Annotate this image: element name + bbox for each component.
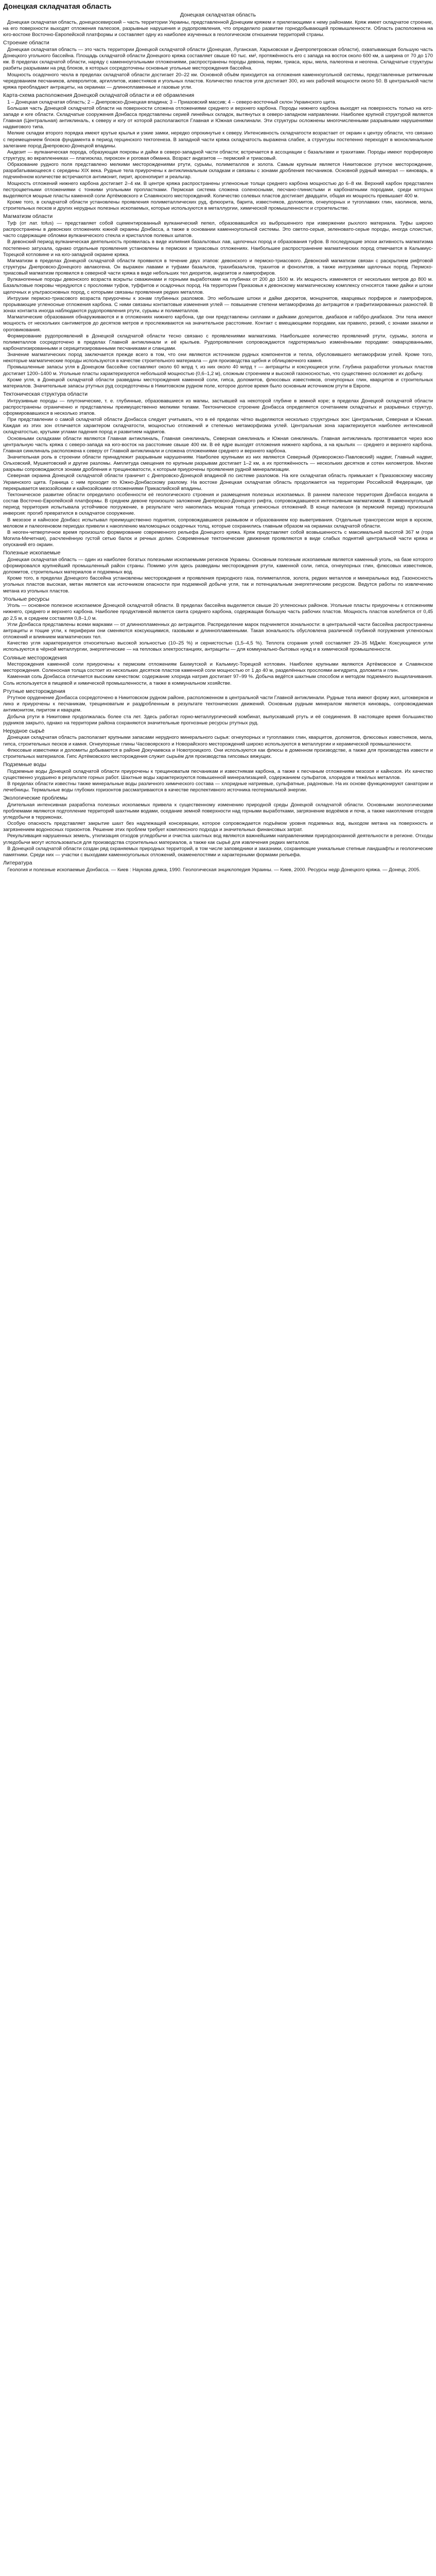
article-section	[3, 40, 433, 91]
paragraph: Длительная интенсивная разработка полезных ископаемых привела к существенному изменению природной среды Донецкой складчатой области. Основными экологическими проблемами являются подтопление территорий шахтными водами, оседание земной поверхности над горными выработками, загрязнение водоёмов и почв, а также накопление отходов угледобычи в терриконах.	[3, 802, 433, 820]
paragraph: Образование рудного поля представлено мелкими месторождениями ртути, сурьмы, полиметаллов и золота. Самым крупным является Никитовское ртутное месторождение, разрабатывающееся с середины XIX века. Рудные тела приурочены к антиклинальным складкам и связаны с зонами дробления песчаников. Основной рудный минерал — киноварь, в подчинённом количестве встречаются антимонит, пирит, арсенопирит и реальгар.	[3, 162, 433, 180]
paragraph: Рекультивация нарушенных земель, утилизация отходов угледобычи и очистка шахтных вод являются важнейшими направлениями природоохранной деятельности в регионе. Отходы угледобычи могут использоваться для производства строительных материалов, а также как сырьё для извлечения редких металлов.	[3, 833, 433, 845]
article-section	[3, 149, 433, 212]
article-section	[3, 761, 433, 793]
article-section	[3, 492, 433, 548]
paragraph: Особую опасность представляет закрытие шахт без надлежащей консервации, которое сопровождается подъёмом уровня подземных вод, выходом метана на поверхность и загрязнением водоносных горизонтов. Решение этих проблем требует комплексного подхода и значительных финансовых затрат.	[3, 821, 433, 833]
paragraph: Северная окраина Донецкой складчатой области граничит с Днепровско-Донецкой впадиной по системе разломов. На юге складчатая область примыкает к Приазовскому массиву Украинского щита. Граница с ним проходит по Южно-Донбасскому разлому. На востоке Донецкая складчатая область продолжается на территории Российской Федерации, где перекрывается мезозойскими и кайнозойскими отложениями Прикаспийской впадины.	[3, 473, 433, 492]
paragraph: Кроме того, в пределах Донецкого бассейна установлены месторождения и проявления природного газа, полиметаллов, золота, редких металлов и минеральных вод. Газоносность угольных пластов высокая, метан является как источником опасности при подземной добыче угля, так и потенциальным энергетическим ресурсом. Ведутся работы по извлечению метана из угольных пластов.	[3, 575, 433, 594]
paragraph: Подземные воды Донецкой складчатой области приурочены к трещиноватым песчаникам и известнякам карбона, а также к песчаным отложениям мезозоя и кайнозоя. Их качество существенно ухудшено в результате горных работ. Шахтные воды характеризуются повышенной минерализацией, содержанием сульфатов, хлоридов и тяжёлых металлов.	[3, 768, 433, 781]
article-section	[3, 795, 433, 833]
paragraph: Донецкая складчатая область — это часть территории Донецкой складчатой области (Донецкая, Луганская, Харьковская и Днепропетровская области), охватывающая большую часть Донецкого угольного бассейна. Площадь складчатой области Донецкого кряжа составляет свыше 60 тыс. км², протяжённость его с запада на восток около 600 км, а ширина от 70 до 170 км. В пределах складчатой области, наряду с каменноугольными отложениями, распространены породы девона, перми, триаса, юры, мела, палеогена и неогена. Складчатые структуры разбиты разрывами на ряд блоков, в которых сосредоточены основные угольные месторождения бассейна.	[3, 46, 433, 72]
paragraph: Интрузии пермско-триасового возраста приурочены к зонам глубинных разломов. Это небольшие штоки и дайки диоритов, монцонитов, кварцевых порфиров и лампрофиров, прорывающие угленосные отложения карбона. С ними связаны контактовые изменения углей — повышение степени метаморфизма до антрацитов и графитизированных разностей. В зонах контакта иногда наблюдаются рудопроявления ртути, сурьмы и полиметаллов.	[3, 295, 433, 314]
article-section	[3, 213, 433, 258]
paragraph: Донецкая складчатая область располагает крупными запасами нерудного минерального сырья: огнеупорных и тугоплавких глин, кварцитов, доломитов, флюсовых известняков, мела, гипса, строительных песков и камня. Огнеупорные глины Часовоярского и Новорайского месторождений широко используются в металлургии и керамической промышленности.	[3, 735, 433, 747]
paragraph: Кроме угля, в Донецкой складчатой области разведаны месторождения каменной соли, гипса, доломитов, флюсовых известняков, огнеупорных глин, кварцитов и строительных материалов. Значительные запасы ртутных руд сосредоточены в Никитовском рудном поле, которое долгое время было основным источником ртути в Европе.	[3, 377, 433, 389]
paragraph: Туф (от лат. tofus) — представляет собой сцементированный вулканический пепел, образовавшийся из выброшенного при извержении рыхлого материала. Туфы широко распространены в девонских отложениях южной окраины Донбасса, а также в основании каменноугольной системы. Это светло-серые, зеленовато-серые породы, иногда слоистые, часто содержащие обломки вулканического стекла и кристаллов полевых шпатов.	[3, 220, 433, 239]
paragraph: Магматические образования обнаруживаются и в отложениях нижнего карбона, где они представлены силлами и дайками долеритов, диабазов и габбро-диабазов. Эти тела имеют мощность от нескольких сантиметров до десятков метров и прослеживаются на значительное расстояние. Контакт с вмещающими породами, как правило, резкий, с зонами закалки и ороговикования.	[3, 314, 433, 333]
section-heading: Строение области	[3, 40, 49, 46]
article-title: Донецкая складчатая область	[3, 2, 112, 10]
article-section	[3, 833, 433, 858]
paragraph: Промышленные запасы угля в Донецком бассейне составляют около 60 млрд т, из них около 40 млрд т — антрациты и коксующиеся угли. Глубина разработки угольных пластов достигает 1200–1400 м. Угольные пласты характеризуются небольшой мощностью (0,6–1,2 м), сложным строением и высокой газоносностью, что существенно осложняет их добычу.	[3, 364, 433, 377]
paragraph: Формирование рудопроявлений в Донецкой складчатой области тесно связано с проявлениями магматизма. Наибольшее количество проявлений ртути, сурьмы, золота и полиметаллов сосредоточено в пределах Главной антиклинали и её крыльев. Рудопроявления сопровождаются гидротермально изменёнными породами: окварцованными, карбонатизированными и серицитизированными песчаниками и сланцами.	[3, 333, 433, 351]
paragraph: Основными складками области являются Главная антиклиналь, Главная синклиналь, Северная синклиналь и Южная синклиналь. Главная антиклиналь протягивается через всю центральную часть кряжа с северо-запада на юго-восток на расстояние свыше 400 км. В её ядре выходят отложения нижнего карбона, а на крыльях — среднего и верхнего карбона. Главная синклиналь расположена к северу от Главной антиклинали и сложена отложениями среднего и верхнего карбона.	[3, 435, 433, 454]
article-section	[3, 364, 433, 389]
article-section	[3, 391, 433, 492]
paragraph: Добыча ртути в Никитовке продолжалась более ста лет. Здесь работал горно-металлургический комбинат, выпускавший ртуть и её соединения. В настоящее время большинство рудников закрыто, однако на территории района сохраняются значительные прогнозные ресурсы ртутных руд.	[3, 714, 433, 726]
paragraph: При представлении о самой складчатой области Донбасса следует учитывать, что в её пределах чётко выделяются несколько структурных зон: Центральная, Северная и Южная. Каждая из этих зон отличается характером складчатости, мощностью отложений и степенью метаморфизма углей. Центральная зона характеризуется наиболее интенсивной складчатостью, крутыми углами падения пород и развитием надвигов.	[3, 417, 433, 435]
article-subtitle: Донецкая складчатая область	[180, 12, 256, 18]
paragraph: Флюсовые известняки и доломиты добываются в районе Докучаевска и Новотроицкого. Они используются как флюсы в доменном производстве, а также для производства извести и строительных материалов. Гипс Артёмовского месторождения служит сырьём для производства гипсовых вяжущих.	[3, 747, 433, 759]
paragraph: В Донецкой складчатой области создан ряд охраняемых природных территорий, в том числе заповедники и заказники, сохраняющие уникальные степные ландшафты и геологические памятники. Среди них — участки с выходами каменноугольных отложений, окаменелостями и характерными формами рельефа.	[3, 845, 433, 858]
section-heading: Магматизм области	[3, 213, 53, 220]
paragraph: Кроме того, в складчатой области установлены проявления полиметаллических руд, флюорита, барита, известняков, доломитов, огнеупорных и тугоплавких глин, каолинов, мела, строительных песков и других нерудных полезных ископаемых, которые используются в металлургии, химической промышленности и строительстве.	[3, 199, 433, 212]
paragraph: Донецкая складчатая область, донецкосевирский – часть территории Украины, представленной Донецким кряжем и прилегающими к нему районами. Кряж имеет складчатое строение, на его поверхности выходят отложения палеозоя, разрывные нарушения и рудопроявления, что определило развитие горнодобывающей промышленности. Область расположена на юго-востоке Восточно-Европейской платформы и составляет одну из наиболее изученных в геологическом отношении территорий страны.	[3, 20, 433, 38]
paragraph: В девонский период вулканическая деятельность проявилась в виде излияния базальтовых лав, щелочных пород и образования туфов. В последующие эпохи активность магматизма постепенно затухала, однако отдельные проявления установлены в пермских и триасовых отложениях. Наибольшее распространение магматических пород отмечается в Кальмиус-Торецкой котловине и на юго-западной окраине кряжа.	[3, 239, 433, 258]
paragraph: Значительная роль в строении области принадлежит разрывным нарушениям. Наиболее крупными из них являются Северный (Криворожско-Павловский) надвиг, Главный надвиг, Ольховский, Мушкетовский и другие разломы. Амплитуда смещения по крупным разрывам достигает 1–2 км, а их протяжённость — нескольких десятков и сотен километров. Многие разрывы сопровождаются зонами дробления и трещиноватости, к которым приурочены проявления рудной минерализации.	[3, 454, 433, 473]
paragraph: Тектоническое развитие области определило особенности её геологического строения и размещения полезных ископаемых. В раннем палеозое территория Донбасса входила в состав Восточно-Европейской платформы. В среднем девоне произошло заложение Днепровско-Донецкого рифта, сопровождавшееся интенсивным магматизмом. В каменноугольный период территория испытывала устойчивое погружение, в результате чего накопилась мощная толща угленосных отложений. В конце палеозоя (в пермский период) произошла инверсия: прогиб превратился в складчатое сооружение.	[3, 492, 433, 517]
article-section	[3, 655, 433, 687]
paragraph: Уголь — основное полезное ископаемое Донецкой складчатой области. В пределах бассейна выделяется свыше 20 угленосных районов. Угольные пласты приурочены к отложениям нижнего, среднего и верхнего карбона. Наиболее продуктивной является свита среднего карбона, содержащая большую часть рабочих пластов. Мощность пластов колеблется от 0,45 до 2,5 м, в среднем составляя 0,8–1,0 м.	[3, 603, 433, 621]
paragraph: Большая часть Донецкой складчатой области на поверхности сложена отложениями среднего и верхнего карбона. Породы нижнего карбона выходят на поверхность только на юго-западе и юге области. Складчатые сооружения Донбасса представлены серией линейных складок, вытянутых в северо-западном направлении. Наиболее крупной структурой является Главная (Центральная) антиклиналь, к северу и югу от которой располагаются Главная и Южная синклинали. Эти структуры осложнены многочисленными разрывными нарушениями надвигового типа.	[3, 105, 433, 130]
paragraph: Мощность отложений нижнего карбона достигает 2–4 км. В центре кряжа распространены угленосные толщи среднего карбона мощностью до 6–8 км. Верхний карбон представлен пестроцветными отложениями с тонкими угольными пропластками. Пермская система сложена соленосными, песчано-глинистыми и карбонатными породами, среди которых выделяются мощные пласты каменной соли Артёмовского и Славянского месторождений. Количество солевых пластов достигает двадцати, общая их мощность превышает 400 м.	[3, 180, 433, 199]
section-heading: Карта-схема расположения Донецкой складчатой области и её обрамления	[3, 92, 195, 99]
paragraph: В пределах области известны также минеральные воды различного химического состава — хлоридные натриевые, сульфатные, радоновые. На их основе функционируют санатории и лечебницы. Термальные воды глубоких горизонтов рассматриваются в качестве перспективного источника геотермальной энергии.	[3, 781, 433, 793]
article-section	[3, 596, 433, 653]
paragraph: Донецкая складчатая область — один из наиболее богатых полезными ископаемыми регионов Украины. Основным полезным ископаемым является каменный уголь, на базе которого сформировался крупнейший промышленный район страны. Помимо угля здесь разведаны месторождения ртути, каменной соли, гипса, огнеупорных глин, флюсовых известняков, доломитов, строительных материалов и подземных вод.	[3, 556, 433, 575]
section-heading: Угольные ресурсы	[3, 596, 49, 602]
paragraph: Каменная соль Донбасса отличается высоким качеством: содержание хлорида натрия достигает 97–99 %. Добыча ведётся шахтным способом и методом подземного выщелачивания. Соль используется в пищевой и химической промышленности, а также в коммунальном хозяйстве.	[3, 674, 433, 686]
paragraph: Значение магматических пород заключается прежде всего в том, что они являются источником рудных компонентов и тепла, обусловившего метаморфизм углей. Кроме того, некоторые магматические породы используются в качестве строительного материала — для производства щебня и облицовочного камня.	[3, 352, 433, 364]
paragraph: Мощность осадочного чехла в пределах складчатой области достигает 20–22 км. Основной объём приходится на отложения каменноугольной системы, представленные ритмичным чередованием песчаников, алевролитов, аргиллитов, известняков и угольных пластов. Количество пластов угля достигает 300, из них рабочей мощности около 50. В центральной части кряжа преобладают антрациты, на окраинах — длиннопламенные и газовые угли.	[3, 72, 433, 90]
paragraph: Андезит — вулканическая порода, образующая покровы и дайки в северо-западной части области; встречается в ассоциации с базальтами и трахитами. Породы имеют порфировую структуру, во вкрапленниках — плагиоклаз, пироксен и роговая обманка. Возраст андезитов — пермский и триасовый.	[3, 149, 433, 161]
paragraph: 1 – Донецкая складчатая область; 2 – Днепровско-Донецкая впадина; 3 – Приазовский массив; 4 – северо-восточный склон Украинского щита.	[7, 99, 337, 105]
paragraph: Интрузивные породы — плутонические, т. е. глубинные, образовавшиеся из магмы, застывшей на некоторой глубине в земной коре; в пределах Донецкой складчатой области распространены ограниченно и представлены преимущественно мелкими телами. Тектоническое строение Донбасса определяется сочетанием складчатых и разрывных структур, сформировавшихся в несколько этапов.	[3, 398, 433, 416]
article-section	[3, 20, 433, 38]
section-heading: Нерудное сырьё	[3, 727, 45, 734]
section-heading: Литература	[3, 860, 32, 867]
section-heading: Полезные ископаемые	[3, 550, 61, 556]
paragraph: Геология и полезные ископаемые Донбасса. — Киев : Наукова думка, 1990. Геологическая энциклопедия Украины. — Киев, 2000. Ресурсы недр Донецкого кряжа. — Донецк, 2005.	[7, 867, 421, 873]
section-heading: Ртутные месторождения	[3, 688, 65, 694]
paragraph: В мезозое и кайнозое Донбасс испытывал преимущественно поднятия, сопровождавшиеся размывом и образованием кор выветривания. Отдельные трансгрессии моря в юрском, меловом и палеогеновом периодах привели к накоплению маломощных осадочных толщ, которые сохранились главным образом на окраинах складчатой области.	[3, 517, 433, 529]
paragraph: Мелкие складки второго порядка имеют крутые крылья и узкие замки, нередко опрокинутые к северу. Интенсивность складчатости возрастает от окраин к центру области, что связано с перемещением блоков фундамента в период герцинского тектогенеза. В западной части кряжа складчатость выражена слабее, а структуры постепенно переходят в моноклинальное залегание пород Днепровско-Донецкой впадины.	[3, 130, 433, 149]
paragraph: Качество угля характеризуется относительно высокой зольностью (10–25 %) и сернистостью (1,5–4,5 %). Теплота сгорания углей составляет 29–35 МДж/кг. Коксующиеся угли используются в чёрной металлургии, энергетические — на тепловых электростанциях, антрациты — для коммунально-бытовых нужд и в химической промышленности.	[3, 640, 433, 653]
section-heading: Подземные воды	[3, 761, 46, 768]
paragraph: Вулканогенные породы девонского возраста вскрыты скважинами и горными выработками на глубинах от 200 до 1500 м. Их мощность изменяется от нескольких метров до 800 м. Базальтовые покровы чередуются с прослоями туфов, туффитов и осадочных пород. На территории Приазовья к девонскому магматическому комплексу относятся также дайки и штоки щелочных и ультраосновных пород, с которыми связаны проявления редких металлов.	[3, 277, 433, 295]
article-section	[3, 688, 433, 726]
paragraph: В неоген-четвертичное время произошло формирование современного рельефа Донецкого кряжа. Кряж представляет собой возвышенность с максимальной высотой 367 м (гора Могила-Мечетная), расчленённую густой сетью балок и речных долин. Современные тектонические движения проявляются в виде слабых поднятий центральной части кряжа и опусканий его окраин.	[3, 529, 433, 548]
article-section	[3, 550, 433, 594]
article-section	[3, 728, 433, 760]
paragraph: Магматизм в пределах Донецкой складчатой области проявился в течение двух этапов: девонского и пермско-триасового. Девонский магматизм связан с раскрытием рифтовой структуры Днепровско-Донецкого авлакогена. Он выражен лавами и туфами базальтов, трахибазальтов, трахитов и фонолитов, а также интрузиями щелочных пород. Пермско-триасовый магматизм проявился в северной части кряжа в виде небольших тел диоритов, андезитов и лампрофиров.	[3, 258, 433, 277]
section-heading: Тектоническая структура области	[3, 391, 88, 398]
paragraph: Месторождения каменной соли приурочены к пермским отложениям Бахмутской и Кальмиус-Торецкой котловин. Наиболее крупными являются Артёмовское и Славянское месторождения. Соленосная толща состоит из нескольких десятков пластов каменной соли мощностью от 1 до 40 м, разделённых прослоями ангидрита, доломита и глин.	[3, 662, 433, 674]
paragraph: Угли Донбасса представлены всеми марками — от длиннопламенных до антрацитов. Распределение марок подчиняется зональности: в центральной части бассейна распространены антрациты и тощие угли, к периферии они сменяются коксующимися, газовыми и длиннопламенными. Такая зональность обусловлена различной глубиной погружения угленосных отложений и влиянием магматических тел.	[3, 621, 433, 640]
article-section	[3, 92, 433, 149]
article-body	[3, 20, 433, 873]
section-heading: Экологические проблемы	[3, 795, 68, 802]
article-section	[3, 860, 433, 873]
section-heading: Соляные месторождения	[3, 654, 67, 661]
article-section	[3, 258, 433, 365]
paragraph: Ртутное оруденение Донбасса сосредоточено в Никитовском рудном районе, расположенном в центральной части Главной антиклинали. Рудные тела имеют форму жил, штокверков и линз и приурочены к песчаникам, трещиноватым и раздробленным в результате тектонических движений. Основным рудным минералом является киноварь, сопровождаемая антимонитом, пиритом и кварцем.	[3, 695, 433, 714]
